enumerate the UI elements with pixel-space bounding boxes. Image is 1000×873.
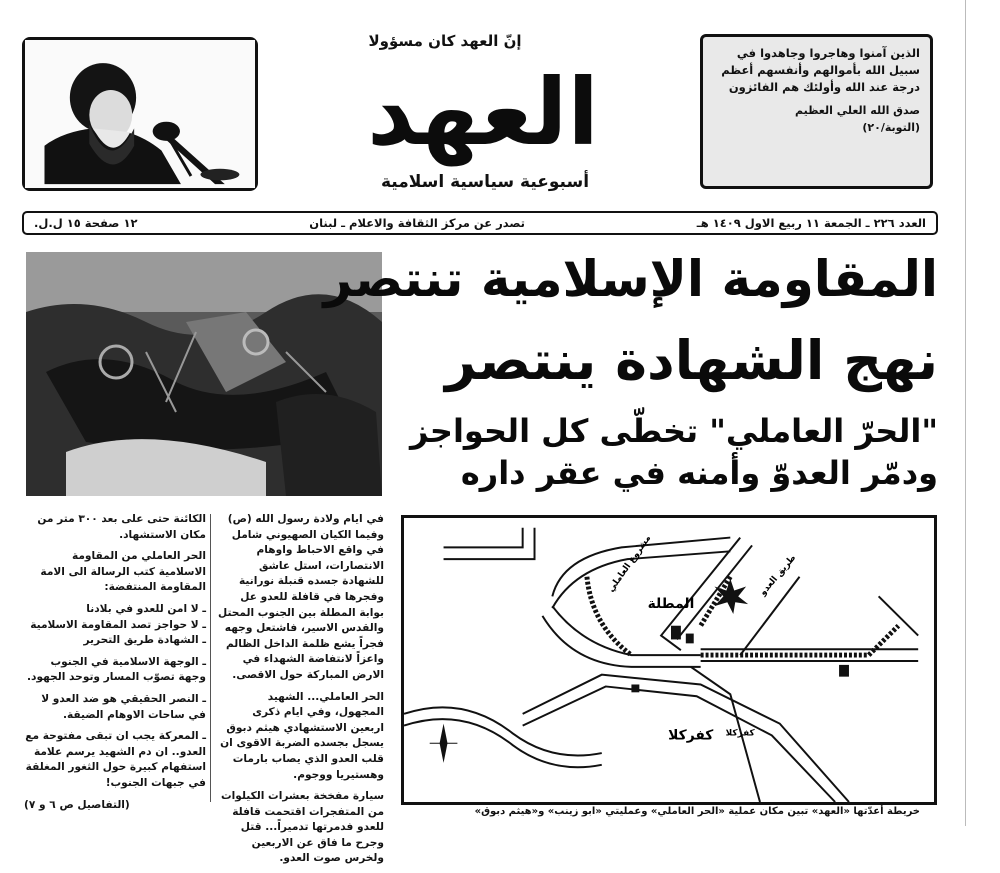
column-divider (210, 514, 211, 802)
article-column-right (216, 512, 384, 873)
article-paragraph: الحر العاملي من المقاومة الاسلامية كتب الرسالة الى الامة المقاومة المنتفضة: (40, 550, 206, 594)
article-paragraph: ـ المعركة يجب ان تبقى مفتوحة مع العدو.. ان دم الشهيد يرسم علامة استفهام كبيرة حول الثغور المغلقة في جبهات الجنوب! (25, 730, 206, 789)
publisher-line: تصدر عن مركز الثقافة والاعلام ـ لبنان (309, 216, 525, 230)
article-paragraph: الكائنة حتى على بعد ٣٠٠ متر من مكان الاستشهاد. (37, 513, 206, 541)
verse-reference: (التوبة/٢٠) (862, 121, 920, 134)
map-drawing (404, 518, 934, 802)
map-label-kfarkila-small: كفركلا (725, 728, 755, 739)
masthead-subtitle: أسبوعية سياسية اسلامية (380, 172, 590, 192)
article-column-left (24, 512, 206, 819)
newspaper-logo: العهد (367, 59, 599, 166)
headline-sub-2: ودمّر العدوّ وأمنه في عقر داره (460, 454, 938, 492)
map-caption: خريطة أعدّتها «العهد» تبين مكان عملية «الحر العاملي» وعمليتي «ابو زينب» و«هيثم دبوق» (474, 806, 920, 817)
page-edge-line (965, 0, 966, 826)
article-paragraph: ـ لا امن للعدو في بلادنا (86, 602, 206, 615)
map-label-village: مشروع العاملي (606, 533, 654, 595)
headline-sub-1: "الحرّ العاملي" تخطّى كل الحواجز (409, 412, 938, 450)
leader-portrait (22, 37, 258, 191)
article-paragraph: سيارة مفخخة بعشرات الكيلوات من المتفجرات اقتحمت قافلة للعدو فدمرتها تدميراً... قتل وجرح ما فاق عن الاربعين ولخرس صوت العدو. (221, 790, 384, 865)
issue-number-date: العدد ٢٢٦ ـ الجمعة ١١ ربيع الاول ١٤٠٩ هـ (696, 216, 926, 230)
article-paragraph: ـ النصر الحقيقي هو ضد العدو لا في ساحات الاوهام الضيقة. (41, 692, 206, 721)
masthead-motto: إنّ العهد كان مسؤولا (368, 32, 522, 50)
map-label-metulla: المطلة (647, 596, 695, 613)
headline-second: نهج الشهادة ينتصر (445, 329, 938, 392)
article-paragraph: الحر العاملي... الشهيد المجهول، وفي ايام ذكرى اربعين الاستشهادي هيثم دبوق يسجل بجسده الضربة الاقوى ان قلب العدو الذي يصاب بارمات وهستيريا ووجوم. (220, 690, 384, 781)
article-paragraph: ـ الشهادة طريق التحرير (83, 634, 206, 647)
details-reference: (التفاصيل ص ٦ و ٧) (24, 798, 130, 811)
verse-text: الذين آمنوا وهاجروا وجاهدوا في سبيل الله بأموالهم وأنفسهم أعظم درجة عند الله وأولئك هم الفائزون (721, 46, 920, 94)
article-paragraph: ـ لا حواجز تصد المقاومة الاسلامية (30, 618, 206, 631)
quran-verse-box (700, 34, 933, 189)
issue-info-bar (22, 211, 938, 235)
operation-map (401, 515, 937, 805)
portrait-image (25, 40, 255, 188)
article-paragraph: ـ الوجهة الاسلامية في الجنوب وجهة تصوّب المسار وتوحد الجهود. (27, 655, 206, 684)
pages-price: ١٢ صفحة ١٥ ل.ل. (34, 216, 138, 230)
headline-main: المقاومة الإسلامية تنتصر (323, 250, 938, 308)
map-label-road: طريق العدو (758, 553, 799, 598)
article-paragraph: في ايام ولادة رسول الله (ص) وفيما الكيان الصهيوني شامل في واقع الاحباط واوهام الانتصارات، استل عاشق للشهادة جسده قنبلة نورانية وفجرها في قافلة للعدو عل بوابة المطلة بين الجنوب المحتل والقدس الاسير، فاشتعل وجهه فجراً يشع ظلمة الداخل الظالم واعزاً لانتفاضة الشهداء في الارض المباركة حول الاقصى. (217, 513, 384, 681)
verse-closing: صدق الله العلي العظيم (794, 104, 920, 117)
map-label-kfarkila: كفركلا (668, 727, 714, 744)
